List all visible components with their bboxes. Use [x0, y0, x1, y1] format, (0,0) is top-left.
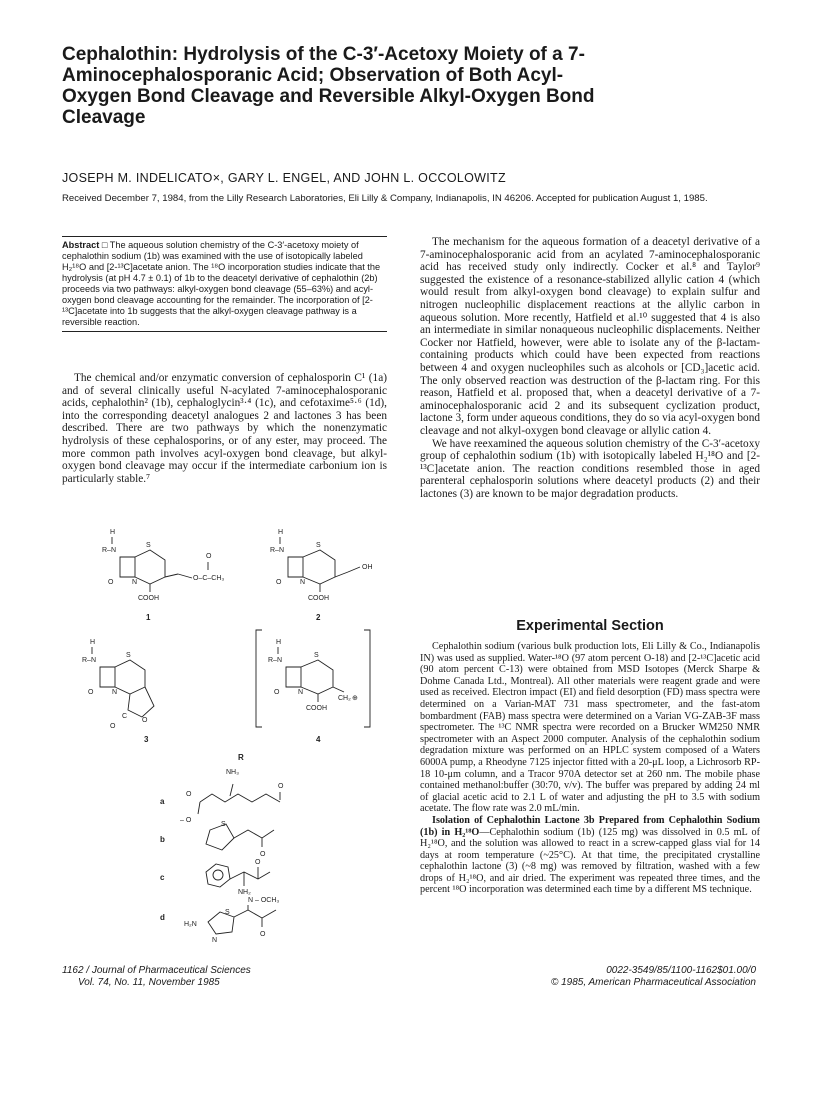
atom-cooh: COOH: [306, 705, 327, 712]
acetoxy-group: O–C–CH₃: [193, 575, 225, 582]
isolation-paragraph: [420, 815, 760, 896]
footer-journal: [62, 965, 251, 989]
atom-n: N: [132, 579, 138, 586]
atom-o: O: [255, 859, 261, 866]
atom-rn: R–N: [102, 547, 117, 554]
atom-n: N: [112, 689, 118, 696]
atom-rn: R–N: [82, 657, 97, 664]
atom-s: S: [316, 542, 321, 549]
right-column-intro: [420, 236, 760, 500]
structure-1: [102, 529, 224, 622]
substituent-a: [160, 769, 284, 824]
substituent-d: [160, 897, 279, 944]
reexamined-paragraph: We have reexamined the aqueous solution chemistry of the C-3′-acetoxy group of cephalothin sodium (1b) with isotopically labeled H₂¹⁸O and [2-¹³C]acetate anion. The reaction conditions resembled those in aged parenteral cephalosporin solutions where deacetyl products (2) and their lactones (3) are known to be major degradation products.: [420, 437, 760, 500]
atom-h: H: [90, 639, 96, 646]
atom-o: O: [108, 579, 114, 586]
abstract-text: The aqueous solution chemistry of the C-3′-acetoxy moiety of cephalothin sodium (1b) was examined with the use of isotopically labeled H₂¹⁸O and [2-¹³C]acetate anion. The ¹⁸O incorporation studies indicate that the hydrolysis (at pH 4.7 ± 0.1) of 1b to the deacetyl derivative of cephalothin (2b) proceeds via two pathways: alkyl-oxygen bond cleavage (55–63%) and acyl-oxygen bond cleavage accounting for the remainder. The incorporation of [2-¹³C]acetate into 1b suggests that the alkyl-oxygen cleavage pathway is a reversible reaction.: [62, 240, 381, 327]
footer-copyright: [551, 965, 756, 989]
label-b: b: [160, 835, 165, 844]
atom-n: N: [212, 937, 218, 944]
structure-3: [82, 639, 154, 744]
atom-h2n: H₂N: [184, 921, 197, 928]
cation-charge: ⊕: [352, 695, 358, 702]
atom-nh2: NH₂: [238, 889, 251, 896]
isolation-heading: Isolation of Cephalothin Lactone 3b Prepared from Cephalothin Sodium (1b) in H₂¹⁸O: [420, 814, 760, 838]
section-heading: Experimental Section: [516, 618, 664, 634]
atom-cooh: COOH: [138, 595, 159, 602]
atom-o: O: [186, 791, 192, 798]
atom-s: S: [314, 652, 319, 659]
atom-n: N: [298, 689, 304, 696]
structure-2: [270, 529, 373, 622]
label-1: 1: [146, 613, 151, 622]
atom-o: O: [260, 931, 266, 938]
label-2: 2: [316, 613, 321, 622]
author-list: JOSEPH M. INDELICATO×, GARY L. ENGEL, AND JOHN L. OCCOLOWITZ: [62, 171, 506, 185]
substituent-c: [160, 859, 270, 896]
atom-o: O: [274, 689, 280, 696]
atom-n: N: [300, 579, 306, 586]
structures-figure: [80, 522, 400, 944]
isolation-text: —Cephalothin sodium (1b) (125 mg) was dissolved in 0.5 mL of H₂¹⁸O, and the solution was allowed to react in a screw-capped glass vial for 14 days at room temperature (~25°C). At that time, the precipitated crystalline cephalothin lactone (3) (~8 mg) was removed by filtration, washed with a few drops of H₂¹⁸O, and air dried. The experiment was repeated three times, and the percent ¹⁸O incorporation was determined each time by a different MS technique.: [420, 826, 760, 896]
atom-ch2: CH₂: [338, 695, 351, 702]
atom-o-carbonyl: O: [110, 723, 116, 730]
materials-paragraph: Cephalothin sodium (various bulk production lots, Eli Lilly & Co., Indianapolis IN) was used as supplied. Water-¹⁸O (97 atom percent O-18) and [2-¹³C]acetic acid (90 atom percent C-13) were obtained from MSD Isotopes (Merck Sharpe & Dohme Canada Ltd., Montreal). All other materials were reagent grade and were used as received. Electron impact (EI) and field desorption (FD) mass spectra were determined on a Varian-MAT 731 mass spectrometer, and the fast-atom bombardment (FAB) mass spectra were determined on a Varian VG-ZAB-3F mass spectrometer. The ¹³C NMR spectra were recorded on a Brucker WM250 NMR spectrometer with an Aspect 2000 computer. Analysis of the cephalothin sodium degradation mixture was performed on an HPLC system composed of a Waters 6000A pump, a Rheodyne 7125 injector fitted with a 20-μL loop, a Lichrosorb RP-18 10-μm column, and a Tracor 970A detector set at 260 nm. The mobile phase contained methanol:buffer (30:70, v/v). The buffer was prepared by adding 24 ml of glacial acetic acid to 2.1 L of water and adjusting the pH to 3.5 with sodium acetate. The flow rate was 2.0 mL/min.: [420, 641, 760, 815]
atom-o-carbonyl: O: [206, 553, 212, 560]
atom-s: S: [146, 542, 151, 549]
atom-minus-o: – O: [180, 817, 192, 824]
atom-o: O: [278, 783, 284, 790]
intro-text: The chemical and/or enzymatic conversion of cephalosporin C¹ (1a) and of several clinically useful N-acylated 7-aminocephalosporanic acids, cephalothin² (1b), cephaloglycin³·⁴ (1c), and cefotaxime⁵·⁶ (1d), into the corresponding deacetyl analogues 2 and lactones 3 has been described. There are two pathways by which the nonenzymatic hydrolysis of these cephalosporins, or of any ester, may proceed. The more common path involves acyl-oxygen bond cleavage, but alkyl-oxygen bond cleavage may occur if the intermediate carbonium ion is particularly stable.⁷: [62, 372, 387, 485]
atom-s: S: [225, 909, 230, 916]
atom-o: O: [260, 851, 266, 858]
footer-volume: Vol. 74, No. 11, November 1985: [78, 977, 220, 988]
atom-o-ring: O: [142, 717, 148, 724]
received-note: Received December 7, 1984, from the Lilly Research Laboratories, Eli Lilly & Company, Indianapolis, IN 46206. Accepted for publication August 1, 1985.: [62, 193, 708, 204]
label-c: c: [160, 873, 165, 882]
abstract-label: Abstract □: [62, 240, 108, 250]
atom-o: O: [88, 689, 94, 696]
label-a: a: [160, 797, 165, 806]
atom-rn: R–N: [270, 547, 285, 554]
substituent-b: [160, 821, 274, 858]
mechanism-paragraph: The mechanism for the aqueous formation of a deacetyl derivative of a 7-aminocephalosporanic acid from an acylated 7-aminocephalosporanic acid has received study only indirectly. Cocker et al.⁸ and Taylor⁹ suggested the existence of a resonance-stabilized allylic cation 4 (which would result from alkyl-oxygen bond cleavage) to explain sulfur and nitrogen nucleophilic displacement reactions at the allylic carbon in aqueous solution. More recently, Hatfield et al.¹⁰ suggested that 4 is also an intermediate in similar nonaqueous nucleophilic displacements. Neither Cocker nor Hatfield, however, were able to isolate any of the β-lactam-containing products which could have been expected from reactions between 4 and oxygen nucleophiles such as alcohols or [CD₃]acetic acid. The only observed reaction was destruction of the β-lactam ring. For this reason, Hatfield et al. proposed that, when a deacetyl derivative of a 7-aminocephalosporanic acid 2 and its subsequent cyclization product, lactone 3, form under aqueous conditions, they do so via acyl-oxygen bond cleavage and not alkyl-oxygen bond cleavage or allylic cation 4.: [420, 236, 760, 437]
label-3: 3: [144, 735, 149, 744]
atom-s: S: [126, 652, 131, 659]
atom-h: H: [276, 639, 282, 646]
label-r: R: [238, 753, 244, 762]
atom-nh3: NH₃: [226, 769, 239, 776]
paper-title: Cephalothin: Hydrolysis of the C-3′-Acetoxy Moiety of a 7-Aminocephalosporanic Acid; Observation of Both Acyl-Oxygen Bond Cleavage and Reversible Alkyl-Oxygen Bond Cleavage: [62, 44, 595, 128]
atom-s: S: [221, 821, 226, 828]
structure-4: [256, 630, 370, 744]
atom-methoxyimino: N – OCH₃: [248, 897, 280, 904]
atom-h: H: [110, 529, 116, 536]
experimental-text: [420, 641, 760, 896]
footer-issn: 0022-3549/85/1100-1162$01.00/0: [606, 965, 756, 976]
atom-cooh: COOH: [308, 595, 329, 602]
atom-rn: R–N: [268, 657, 283, 664]
label-d: d: [160, 913, 165, 922]
atom-oh: OH: [362, 564, 373, 571]
footer-association: © 1985, American Pharmaceutical Association: [550, 977, 756, 988]
atom-h: H: [278, 529, 284, 536]
footer-page-journal: 1162 / Journal of Pharmaceutical Sciences: [62, 965, 251, 976]
label-4: 4: [316, 735, 321, 744]
atom-o: O: [276, 579, 282, 586]
atom-c: C: [122, 713, 128, 720]
abstract-box: [62, 236, 387, 332]
intro-paragraph: [62, 372, 387, 485]
